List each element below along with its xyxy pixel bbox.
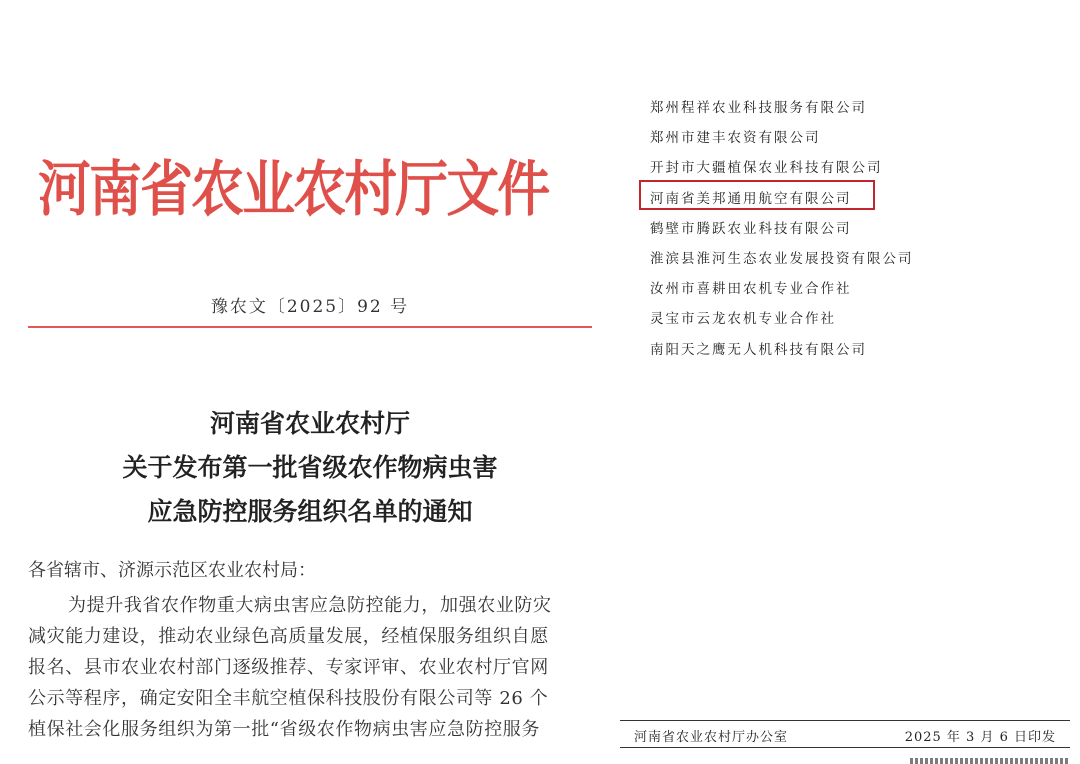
document-number: 豫农文〔2025〕92 号 <box>210 297 410 317</box>
document-list-page <box>620 0 1080 764</box>
organization-item: 淮滨县淮河生态农业发展投资有限公司 <box>650 250 914 267</box>
highlight-box <box>639 180 875 210</box>
body-paragraph <box>28 590 598 745</box>
body-line: 报名、县市农业农村部门逐级推荐、专家评审、农业农村厅官网 <box>28 657 549 678</box>
footer-rule-bottom <box>620 747 1070 748</box>
issue-date: 2025 年 3 月 6 日印发 <box>904 730 1056 745</box>
issuer-office: 河南省农业农村厅办公室 <box>634 730 789 745</box>
red-divider-line <box>28 326 592 328</box>
organization-item: 鹤壁市腾跃农业科技有限公司 <box>650 220 852 237</box>
organization-item: 南阳天之鹰无人机科技有限公司 <box>650 341 867 358</box>
organization-item: 郑州市建丰农资有限公司 <box>650 130 821 147</box>
notice-title-line: 应急防控服务组织名单的通知 <box>147 497 473 526</box>
organization-item: 开封市大疆植保农业科技有限公司 <box>650 160 883 177</box>
notice-title-line: 河南省农业农村厅 <box>209 409 410 438</box>
addressee-line: 各省辖市、济源示范区农业农村局： <box>28 560 316 581</box>
document-header-title: 河南省农业农村厅文件 <box>38 155 549 225</box>
organization-item: 汝州市喜耕田农机专业合作社 <box>650 281 852 298</box>
organization-item: 灵宝市云龙农机专业合作社 <box>650 311 836 328</box>
body-line: 植保社会化服务组织为第一批“省级农作物病虫害应急防控服务 <box>28 719 540 740</box>
footer-rule-top <box>620 720 1070 721</box>
notice-title <box>0 402 620 534</box>
body-line: 公示等程序，确定安阳全丰航空植保科技股份有限公司等 26 个 <box>28 688 549 709</box>
organization-item-highlighted: 河南省美邦通用航空有限公司 <box>650 190 852 207</box>
body-line: 减灾能力建设，推动农业绿色高质量发展，经植保服务组织自愿 <box>28 626 549 647</box>
body-line: 为提升我省农作物重大病虫害应急防控能力，加强农业防灾 <box>68 595 552 616</box>
notice-title-line: 关于发布第一批省级农作物病虫害 <box>122 453 498 482</box>
organization-item: 郑州程祥农业科技服务有限公司 <box>650 100 867 116</box>
next-page-edge <box>910 758 1070 764</box>
organization-list <box>650 93 914 365</box>
